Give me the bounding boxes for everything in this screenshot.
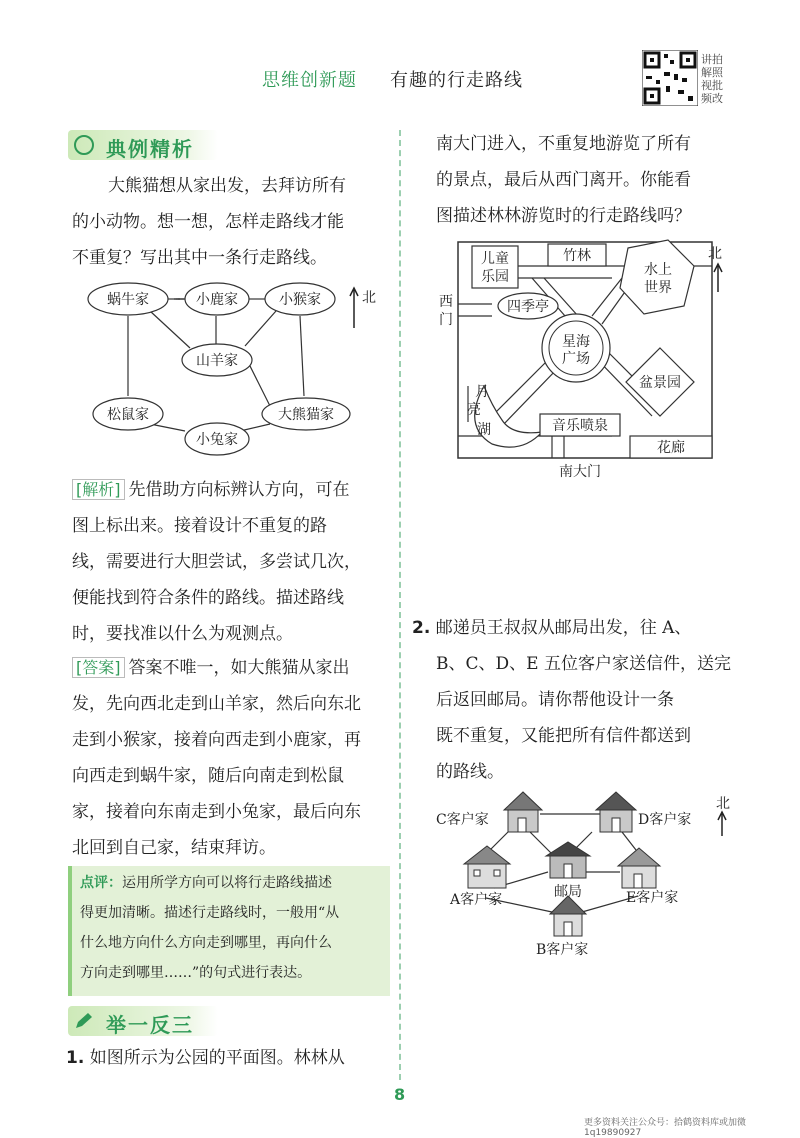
text-line: 家，接着向东南走到小兔家，最后向东 xyxy=(72,802,361,822)
north-arrow-icon xyxy=(350,288,358,328)
animal-homes-diagram xyxy=(80,276,390,462)
text-line: 邮递员王叔叔从邮局出发，往 A、 xyxy=(435,618,692,638)
text-line: 北回到自己家，结束拜访。 xyxy=(72,838,276,858)
node-goat: 山羊家 xyxy=(196,353,238,369)
text-line: 时，要找准以什么为观测点。 xyxy=(72,624,293,644)
kids-park-label: 乐园 xyxy=(481,269,509,285)
house-b-icon xyxy=(550,896,586,936)
text-line: B、C、D、E 五位客户家送信件，送完 xyxy=(436,654,731,674)
node-deer: 小鹿家 xyxy=(196,292,238,308)
page-number: 8 xyxy=(394,1085,406,1104)
north-arrow-icon xyxy=(714,264,722,292)
north-label: 北 xyxy=(362,290,376,306)
label-d: D客户家 xyxy=(638,812,692,828)
text-line: 线，需要进行大胆尝试，多尝试几次， xyxy=(72,552,361,572)
text-line: 发，先向西北走到山羊家，然后向东北 xyxy=(72,694,361,714)
moon-lake-label: 亮 xyxy=(467,402,481,418)
text-line: 的小动物。想一想，怎样走路线才能 xyxy=(72,212,344,232)
text-line: 便能找到符合条件的路线。描述路线 xyxy=(72,588,344,608)
text-line: 向西走到蜗牛家，随后向南走到松鼠 xyxy=(72,766,344,786)
fountain-label: 音乐喷泉 xyxy=(552,418,608,434)
text-line: 的景点，最后从西门离开。你能看 xyxy=(436,170,691,190)
moon-lake-label: 湖 xyxy=(477,422,491,438)
plaza-label: 广场 xyxy=(562,351,590,367)
section-heading-example xyxy=(68,130,218,160)
answer-tag: [答案] xyxy=(72,657,125,678)
water-world-label: 水上 xyxy=(644,262,672,278)
west-gate-label: 门 xyxy=(439,312,453,328)
question-number: 2. xyxy=(412,618,431,638)
text-line: 的路线。 xyxy=(436,762,504,782)
post-office-icon xyxy=(546,842,590,878)
answer-block xyxy=(72,650,392,866)
text-line: 图上标出来。接着设计不重复的路 xyxy=(72,516,327,536)
pavilion-label: 四季亭 xyxy=(507,299,549,315)
text-line: 什么地方向什么方向走到哪里，再向什么 xyxy=(80,935,332,951)
header-title: 思维创新题 xyxy=(262,70,357,91)
example-question xyxy=(72,168,392,276)
north-label: 北 xyxy=(708,246,722,262)
text-line: 图描述林林游览时的行走路线吗？ xyxy=(436,206,691,226)
text-line: 运用所学方向可以将行走路线描述 xyxy=(122,875,332,891)
bamboo-label: 竹林 xyxy=(563,248,591,264)
text-line: 后返回邮局。请你帮他设计一条 xyxy=(436,690,674,710)
node-squirrel: 松鼠家 xyxy=(107,407,149,423)
analysis-block xyxy=(72,472,392,652)
south-gate-label: 南大门 xyxy=(559,464,601,480)
qr-code-icon[interactable] xyxy=(642,50,698,106)
question-1-continued xyxy=(436,126,736,234)
label-e: E客户家 xyxy=(626,890,679,906)
bonsai-label: 盆景园 xyxy=(639,375,681,391)
text-line: 不重复？写出其中一条行走路线。 xyxy=(72,248,327,268)
node-monkey: 小猴家 xyxy=(279,292,321,308)
text-line: 方向走到哪里……”的句式进行表达。 xyxy=(80,965,312,981)
pencil-icon xyxy=(74,1012,94,1030)
house-d-icon xyxy=(596,792,636,832)
water-world-label: 世界 xyxy=(644,280,672,296)
north-arrow-icon xyxy=(718,812,726,836)
question-1-start xyxy=(66,1040,396,1076)
column-divider xyxy=(399,130,401,1080)
text-line: 走到小猴家，接着向西走到小鹿家，再 xyxy=(72,730,361,750)
footer-note: 更多资料关注公众号：拾鹤资料库或加微 1q19890927 xyxy=(584,1118,747,1138)
post-route-diagram xyxy=(424,784,734,964)
question-number: 1. xyxy=(66,1048,85,1068)
magnifier-icon xyxy=(74,135,94,155)
comment-box xyxy=(68,866,390,996)
qr-caption: 讲拍解照视批频改 xyxy=(701,53,723,105)
question-2 xyxy=(412,610,742,790)
label-c: C客户家 xyxy=(436,812,489,828)
text-line: 如图所示为公园的平面图。林林从 xyxy=(89,1048,345,1068)
label-a: A客户家 xyxy=(450,892,503,908)
house-a-icon xyxy=(464,846,510,888)
node-rabbit: 小兔家 xyxy=(196,432,238,448)
plaza-label: 星海 xyxy=(562,334,590,350)
text-line: 大熊猫想从家出发，去拜访所有 xyxy=(108,176,346,196)
house-e-icon xyxy=(618,848,660,888)
section-title: 举一反三 xyxy=(106,1013,194,1037)
text-line: 答案不唯一，如大熊猫从家出 xyxy=(128,658,350,678)
moon-lake-label: 月 xyxy=(475,384,489,400)
section-heading-practice xyxy=(68,1006,218,1036)
section-title: 典例精析 xyxy=(106,137,194,161)
north-label: 北 xyxy=(716,796,730,812)
analysis-tag: [解析] xyxy=(72,479,125,500)
corridor-label: 花廊 xyxy=(657,440,685,456)
header-subtitle: 有趣的行走路线 xyxy=(390,70,523,91)
text-line: 既不重复，又能把所有信件都送到 xyxy=(436,726,691,746)
label-post: 邮局 xyxy=(554,884,582,900)
kids-park-label: 儿童 xyxy=(481,251,509,267)
node-panda: 大熊猫家 xyxy=(278,407,334,423)
label-b: B客户家 xyxy=(536,942,589,958)
house-c-icon xyxy=(504,792,542,832)
text-line: 南大门进入，不重复地游览了所有 xyxy=(436,134,691,154)
comment-label: 点评： xyxy=(80,875,122,891)
park-map xyxy=(432,236,732,486)
text-line: 先借助方向标辨认方向，可在 xyxy=(128,480,350,500)
west-gate-label: 西 xyxy=(439,294,453,310)
node-snail: 蜗牛家 xyxy=(107,292,149,308)
text-line: 得更加清晰。描述行走路线时，一般用“从 xyxy=(80,905,340,921)
